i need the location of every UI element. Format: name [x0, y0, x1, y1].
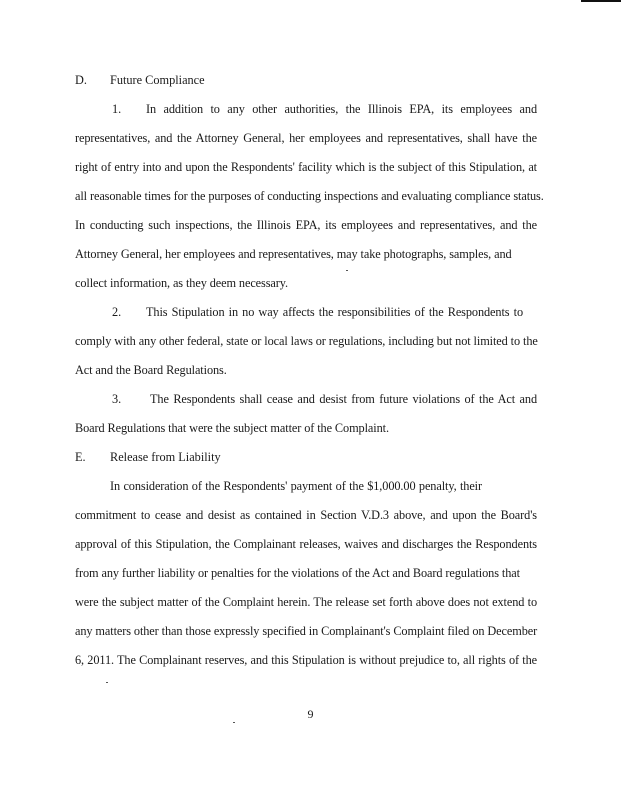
scan-edge-mark: [581, 0, 621, 2]
paragraph-3-line: Board Regulations that were the subject matter of the Complaint.: [75, 421, 389, 435]
paragraph-2-line: Act and the Board Regulations.: [75, 363, 227, 377]
paragraph-3-line: The Respondents shall cease and desist from future violations of the Act and: [150, 392, 537, 406]
paragraph-1-line: Attorney General, her employees and representatives, may take photographs, samples, and: [75, 247, 512, 261]
paragraph-1-line: In conducting such inspections, the Illinois EPA, its employees and representatives, and the: [75, 218, 537, 232]
section-d-title: Future Compliance: [110, 73, 205, 87]
paragraph-1-line: representatives, and the Attorney General, her employees and representatives, shall have the: [75, 131, 537, 145]
release-paragraph-line: were the subject matter of the Complaint herein. The release set forth above does not extend to: [75, 595, 537, 609]
section-d-label: D.: [75, 73, 87, 87]
paragraph-1-line: collect information, as they deem necessary.: [75, 276, 288, 290]
paragraph-2-line: This Stipulation in no way affects the responsibilities of the Respondents to: [146, 305, 523, 319]
paragraph-2-line: comply with any other federal, state or local laws or regulations, including but not limited to the: [75, 334, 538, 348]
scan-speck: [346, 270, 348, 271]
release-paragraph-line: from any further liability or penalties for the violations of the Act and Board regulations that: [75, 566, 520, 580]
paragraph-1-line: right of entry into and upon the Respondents' facility which is the subject of this Stipulation, at: [75, 160, 537, 174]
scan-speck: [106, 682, 108, 683]
paragraph-1-number: 1.: [112, 102, 122, 116]
release-paragraph-line: approval of this Stipulation, the Complainant releases, waives and discharges the Respondents: [75, 537, 537, 551]
paragraph-1-line: all reasonable times for the purposes of conducting inspections and evaluating compliance status.: [75, 189, 544, 203]
scan-speck: [233, 722, 235, 723]
release-paragraph-line: commitment to cease and desist as contained in Section V.D.3 above, and upon the Board's: [75, 508, 537, 522]
page-number: 9: [307, 707, 314, 721]
release-paragraph-line: 6, 2011. The Complainant reserves, and this Stipulation is without prejudice to, all rights of the: [75, 653, 537, 667]
release-paragraph-line: In consideration of the Respondents' payment of the $1,000.00 penalty, their: [110, 479, 482, 493]
paragraph-2-number: 2.: [112, 305, 122, 319]
section-e-title: Release from Liability: [110, 450, 221, 464]
section-e-label: E.: [75, 450, 86, 464]
paragraph-1-line: In addition to any other authorities, the Illinois EPA, its employees and: [146, 102, 537, 116]
paragraph-3-number: 3.: [112, 392, 122, 406]
release-paragraph-line: any matters other than those expressly specified in Complainant's Complaint filed on December: [75, 624, 538, 638]
